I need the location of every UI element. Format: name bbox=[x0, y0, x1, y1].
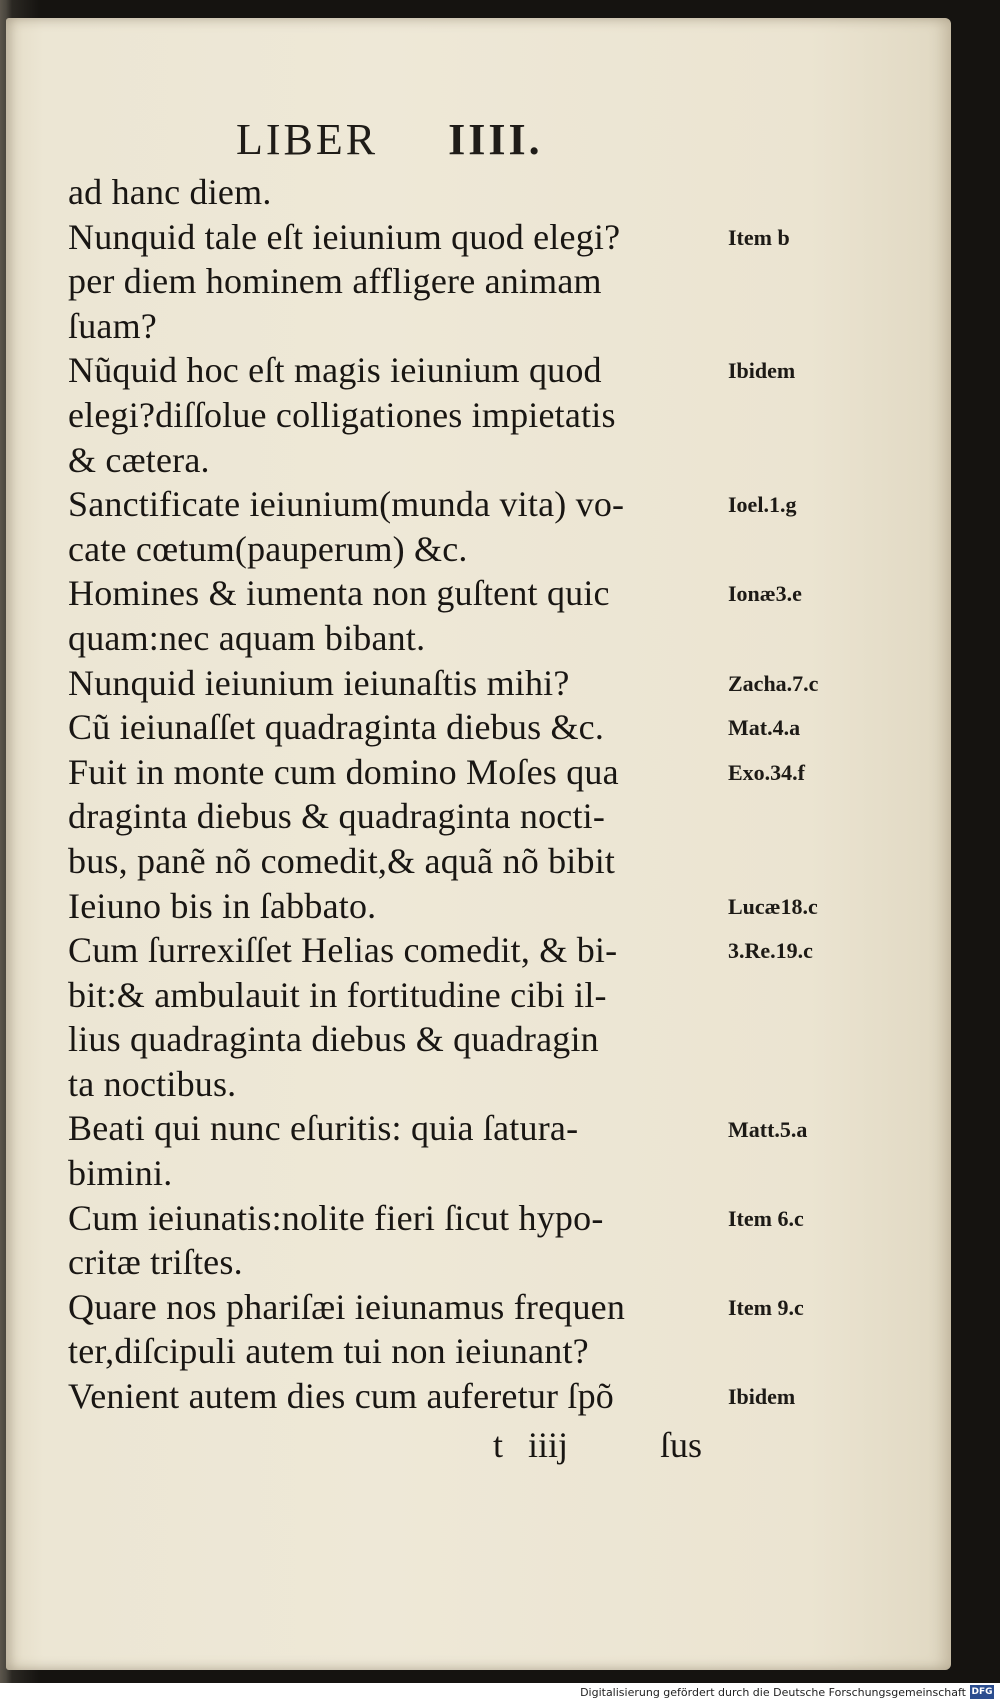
text-line: Nunquid ieiunium ieiunaſtis mihi? bbox=[68, 662, 570, 703]
text-line: bimini. bbox=[68, 1153, 173, 1194]
marginal-note: Ioel.1.g bbox=[728, 492, 797, 518]
text-line: ter,diſcipuli autem tui non ieiunant? bbox=[68, 1331, 589, 1372]
text-line: ad hanc diem. bbox=[68, 172, 272, 212]
text-line: ta noctibus. bbox=[68, 1063, 237, 1104]
text-line: Cum ſurrexiſſet Helias comedit, & bi- bbox=[68, 930, 618, 971]
marginal-note: Lucæ18.c bbox=[728, 893, 818, 919]
text-line: Nũquid hoc eſt magis ieiunium quod bbox=[68, 350, 602, 391]
running-head-book-number: IIII. bbox=[448, 115, 543, 164]
signature-mark: t iiij bbox=[493, 1425, 569, 1465]
running-head-liber: LIBER bbox=[236, 115, 379, 164]
running-head bbox=[236, 114, 543, 165]
marginal-note: Item b bbox=[728, 224, 790, 250]
marginal-note: 3.Re.19.c bbox=[728, 938, 813, 964]
footer-credit: Digitalisierung gefördert durch die Deutsche Forschungsgemeinschaft bbox=[580, 1686, 966, 1699]
marginal-note: Item 6.c bbox=[728, 1205, 804, 1231]
text-line: quam:nec aquam bibant. bbox=[68, 617, 426, 658]
marginal-note: Zacha.7.c bbox=[728, 670, 819, 696]
text-line: Beati qui nunc eſuritis: quia ſatura- bbox=[68, 1108, 579, 1149]
marginal-note: Ibidem bbox=[728, 358, 796, 384]
marginal-note: Ibidem bbox=[728, 1384, 796, 1410]
text-line: ſuam? bbox=[68, 305, 157, 346]
text-line: Cũ ieiunaſſet quadraginta diebus &c. bbox=[68, 707, 605, 748]
catchword: ſus bbox=[660, 1425, 703, 1465]
marginal-note: Ionæ3.e bbox=[728, 581, 802, 607]
text-line: Homines & iumenta non guſtent quic bbox=[68, 573, 610, 614]
marginal-note: Item 9.c bbox=[728, 1295, 804, 1320]
marginal-note: Matt.5.a bbox=[728, 1116, 808, 1142]
text-line: Ieiuno bis in ſabbato. bbox=[68, 885, 377, 926]
text-line: Quare nos phariſæi ieiunamus frequen bbox=[68, 1286, 626, 1327]
text-line: Nunquid tale eſt ieiunium quod elegi? bbox=[68, 216, 621, 257]
book-page bbox=[6, 18, 951, 1670]
text-line: critæ triſtes. bbox=[68, 1242, 243, 1283]
marginal-note: Mat.4.a bbox=[728, 715, 801, 741]
text-line: lius quadraginta diebus & quadragin bbox=[68, 1019, 599, 1060]
text-line: per diem hominem affligere animam bbox=[68, 261, 602, 302]
text-line: draginta diebus & quadraginta nocti- bbox=[68, 796, 606, 837]
text-line: bus, panẽ nõ comedit,& aquã nõ bibit bbox=[68, 840, 616, 881]
main-text-column bbox=[68, 170, 728, 1419]
text-line: bit:& ambulauit in fortitudine cibi il- bbox=[68, 974, 607, 1015]
text-line: & cætera. bbox=[68, 439, 210, 480]
dfg-logo: DFG bbox=[971, 1687, 993, 1697]
text-line: Sanctificate ieiunium(munda vita) vo- bbox=[68, 484, 625, 525]
text-line: Cum ieiunatis:nolite fieri ſicut hypo- bbox=[68, 1197, 604, 1238]
text-line: cate cœtum(pauperum) &c. bbox=[68, 528, 468, 569]
marginal-note: Exo.34.f bbox=[728, 759, 805, 785]
text-line: Fuit in monte cum domino Moſes qua bbox=[68, 751, 619, 792]
text-line: elegi?diſſolue colligationes impietatis bbox=[68, 394, 616, 435]
text-line: Venient autem dies cum auferetur ſpõ bbox=[68, 1376, 615, 1417]
